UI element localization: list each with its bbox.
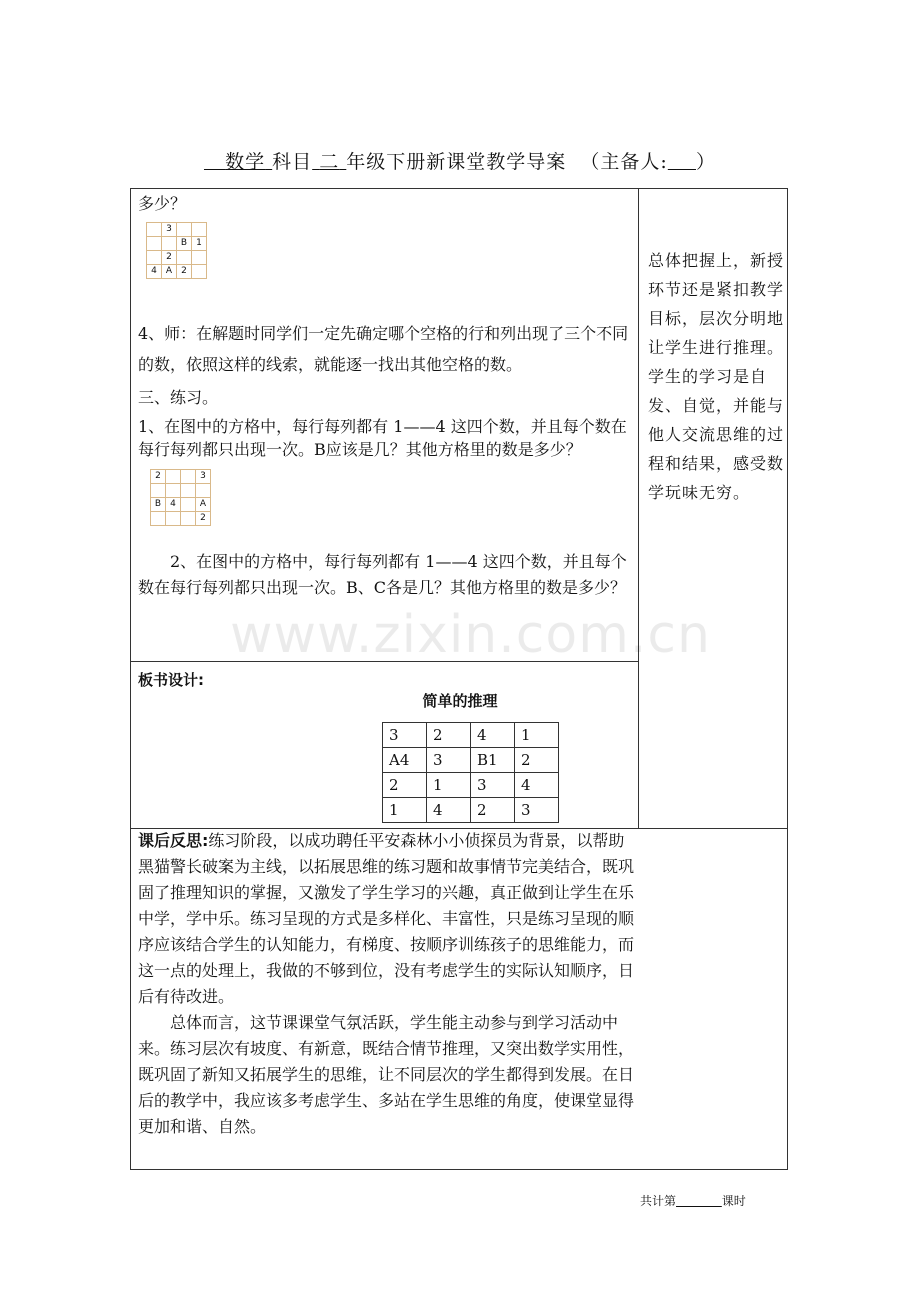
board-grid	[382, 722, 559, 823]
preparer-prefix: （主备人:	[580, 151, 668, 173]
puzzle-grid-1	[146, 222, 207, 279]
puzzle-grid-2-cell: 2	[151, 470, 166, 484]
puzzle-grid-1-cell	[147, 223, 162, 237]
puzzle-grid-2-cell	[151, 484, 166, 498]
puzzle-grid-2	[150, 469, 211, 526]
puzzle-grid-1-row	[147, 223, 207, 237]
board-grid-row	[383, 773, 559, 798]
puzzle-grid-1-cell	[192, 265, 207, 279]
board-grid-cell: 3	[427, 748, 471, 773]
board-grid-cell: 4	[427, 798, 471, 823]
board-grid-cell: 2	[427, 723, 471, 748]
text-line: 多少？	[138, 194, 187, 213]
puzzle-grid-2-cell: 4	[166, 498, 181, 512]
puzzle-grid-2-cell: B	[151, 498, 166, 512]
board-grid-cell: A4	[383, 748, 427, 773]
grade-suffix: 年级下册新课堂教学导案	[346, 151, 567, 173]
reflection-label: 课后反思:	[138, 831, 209, 850]
puzzle-grid-2-cell	[181, 484, 196, 498]
grade: 二	[319, 151, 340, 173]
section-heading: 三、练习。	[138, 388, 219, 407]
puzzle-grid-1-cell: 2	[162, 251, 177, 265]
puzzle-grid-1-row	[147, 251, 207, 265]
board-grid-cell: 2	[383, 773, 427, 798]
puzzle-grid-2-cell	[181, 470, 196, 484]
preparer-suffix: ）	[695, 151, 716, 173]
board-grid-cell: 4	[471, 723, 515, 748]
board-grid-row	[383, 798, 559, 823]
puzzle-grid-1-cell	[177, 223, 192, 237]
preparer-blank	[668, 151, 696, 173]
side-note: 总体把握上，新授环节还是紧扣教学目标，层次分明地让学生进行推理。学生的学习是自发、自觉，并能与他人交流思维的过程和结果，感受数学玩味无穷。	[648, 251, 785, 502]
board-grid-cell: 3	[383, 723, 427, 748]
board-grid-cell: 1	[427, 773, 471, 798]
column-divider	[638, 188, 639, 828]
reflection	[138, 828, 634, 1140]
puzzle-grid-2-row	[151, 470, 211, 484]
puzzle-grid-2-row	[151, 498, 211, 512]
puzzle-grid-1-row	[147, 237, 207, 251]
puzzle-grid-1-cell	[192, 223, 207, 237]
board-grid-row	[383, 723, 559, 748]
board-grid-cell: 3	[515, 798, 559, 823]
puzzle-grid-2-cell	[166, 484, 181, 498]
board-grid-cell: 3	[471, 773, 515, 798]
puzzle-grid-1-cell: B	[177, 237, 192, 251]
puzzle-grid-2-cell	[181, 498, 196, 512]
footer: 共计第 课时	[640, 1194, 746, 1208]
puzzle-grid-1-cell	[147, 251, 162, 265]
board-grid-cell: 2	[515, 748, 559, 773]
puzzle-grid-2-row	[151, 512, 211, 526]
puzzle-grid-2-cell	[181, 512, 196, 526]
board-title: 简单的推理	[422, 692, 498, 710]
puzzle-grid-1-cell	[177, 251, 192, 265]
teacher-paragraph: 4、师：在解题时同学们一定先确定哪个空格的行和列出现了三个不同的数，依照这样的线索，就能逐一找出其他空格的数。	[138, 324, 629, 374]
watermark: www.zixin.com.cn	[230, 605, 711, 665]
board-grid-cell: 4	[515, 773, 559, 798]
puzzle-grid-2-cell	[166, 470, 181, 484]
board-grid-cell: 1	[515, 723, 559, 748]
puzzle-grid-1-cell: 1	[192, 237, 207, 251]
puzzle-grid-1-cell: 3	[162, 223, 177, 237]
puzzle-grid-1-cell: 2	[177, 265, 192, 279]
puzzle-grid-1-cell: 4	[147, 265, 162, 279]
subject: 数学	[225, 151, 266, 173]
board-grid-cell: 2	[471, 798, 515, 823]
board-grid-cell: 1	[383, 798, 427, 823]
board-grid-cell: B1	[471, 748, 515, 773]
puzzle-grid-2-cell: 3	[196, 470, 211, 484]
puzzle-grid-2-row	[151, 484, 211, 498]
board-label: 板书设计:	[138, 671, 204, 689]
puzzle-grid-1-cell: A	[162, 265, 177, 279]
puzzle-grid-2-cell: 2	[196, 512, 211, 526]
exercise-1: 1、在图中的方格中，每行每列都有 1——4 这四个数，并且每个数在每行每列都只出现一次。B应该是几？其他方格里的数是多少？	[138, 417, 627, 459]
reflection-paragraph-1: 练习阶段，以成功聘任平安森林小小侦探员为背景，以帮助黑猫警长破案为主线，以拓展思维的练习题和故事情节完美结合，既巩固了推理知识的掌握，又激发了学生学习的兴趣，真正做到让学生在乐中学，学中乐。练习呈现的方式是多样化、丰富性，只是练习呈现的顺序应该结合学生的认知能力，有梯度、按顺序训练孩子的思维能力，而这一点的处理上，我做的不够到位，没有考虑学生的实际认知顺序，日后有待改进。	[138, 831, 635, 1006]
reflection-paragraph-2: 总体而言，这节课课堂气氛活跃，学生能主动参与到学习活动中来。练习层次有坡度、有新意，既结合情节推理，又突出数学实用性，既巩固了新知又拓展学生的思维，让不同层次的学生都得到发展。在日后的教学中，我应该多考虑学生、多站在学生思维的角度，使课堂显得更加和谐、自然。	[138, 1013, 635, 1136]
puzzle-grid-1-cell	[192, 251, 207, 265]
puzzle-grid-2-cell: A	[196, 498, 211, 512]
page-title	[0, 147, 920, 174]
puzzle-grid-1-row	[147, 265, 207, 279]
lesson-content	[138, 190, 634, 601]
board-grid-row	[383, 748, 559, 773]
puzzle-grid-1-cell	[147, 237, 162, 251]
puzzle-grid-2-cell	[151, 512, 166, 526]
puzzle-grid-1-cell	[162, 237, 177, 251]
puzzle-grid-2-cell	[196, 484, 211, 498]
exercise-2: 2、在图中的方格中，每行每列都有 1——4 这四个数，并且每个数在每行每列都只出现一次。B、C各是几？其他方格里的数是多少？	[138, 552, 627, 597]
puzzle-grid-2-cell	[166, 512, 181, 526]
subject-suffix: 科目	[272, 151, 313, 173]
